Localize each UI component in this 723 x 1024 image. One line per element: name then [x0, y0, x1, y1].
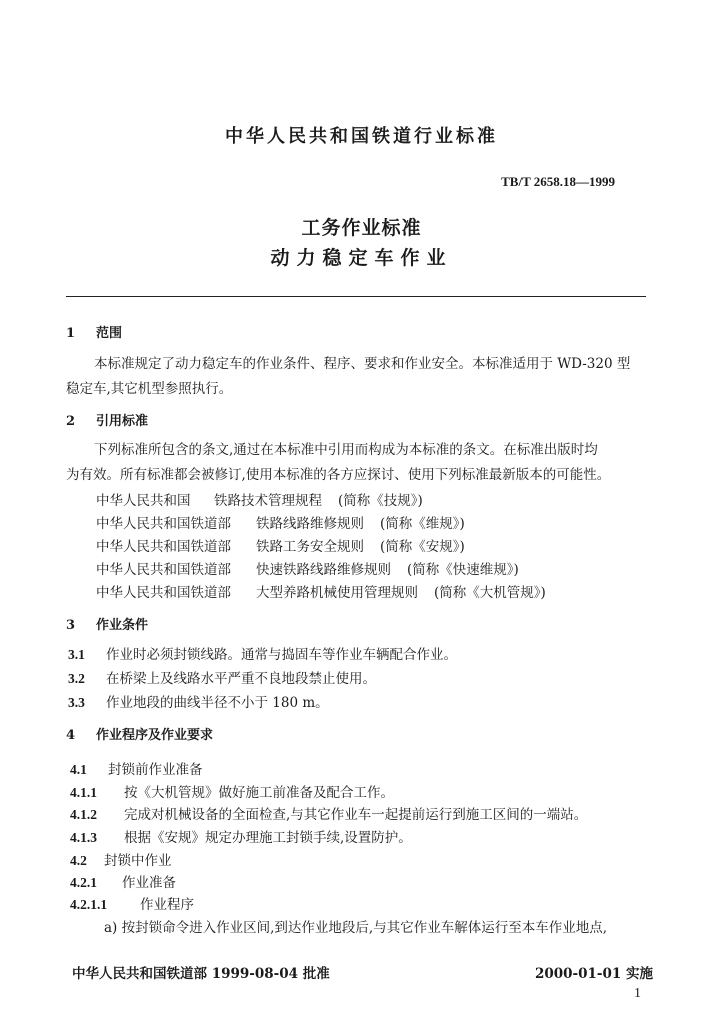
- document-title: 工务作业标准: [301, 217, 422, 239]
- clause-item: 4.2.1 作业准备: [70, 875, 176, 891]
- section-heading-4: 4 作业程序及作业要求: [66, 728, 214, 743]
- reference-item: 中华人民共和国铁道部 铁路线路维修规则 (简称《维规》): [96, 516, 465, 532]
- reference-item: 中华人民共和国 铁路技术管理规程 (简称《技规》): [96, 493, 423, 509]
- standard-number: TB/T 2658.18—1999: [501, 174, 615, 189]
- clause-item: 4.1.1 按《大机管规》做好施工前准备及配合工作。: [70, 785, 394, 801]
- clause-item: 4.1.3 根据《安规》规定办理施工封锁手续,设置防护。: [70, 830, 412, 846]
- section-heading-3: 3 作业条件: [66, 618, 149, 633]
- reference-item: 中华人民共和国铁道部 铁路工务安全规则 (简称《安规》): [96, 539, 465, 555]
- section-heading-2: 2 引用标准: [66, 414, 149, 429]
- page-number: 1: [634, 986, 641, 1001]
- reference-item: 中华人民共和国铁道部 快速铁路线路维修规则 (简称《快速维规》): [96, 562, 519, 578]
- paragraph-line: a) 按封锁命令进入作业区间,到达作业地段后,与其它作业车解体运行至本车作业地点,: [104, 920, 607, 936]
- paragraph-line: 本标准规定了动力稳定车的作业条件、程序、要求和作业安全。本标准适用于 WD-320 型: [94, 356, 631, 372]
- implementation-date: 2000-01-01 实施: [534, 966, 653, 982]
- clause-item: 4.2 封锁中作业: [70, 853, 172, 869]
- document-header: 中华人民共和国铁道行业标准: [225, 126, 498, 147]
- clause-item: 4.2.1.1 作业程序: [70, 897, 194, 913]
- clause-item: 4.1 封锁前作业准备: [70, 762, 203, 778]
- document-subtitle: 动力稳定车作业: [270, 247, 453, 269]
- clause-item: 3.1 作业时必须封锁线路。通常与捣固车等作业车辆配合作业。: [68, 647, 457, 663]
- paragraph-line: 稳定车,其它机型参照执行。: [66, 381, 233, 397]
- section-heading-1: 1 范围: [66, 326, 123, 341]
- clause-item: 4.1.2 完成对机械设备的全面检查,与其它作业车一起提前运行到施工区间的一端站。: [70, 807, 588, 823]
- approval-line: 中华人民共和国铁道部 1999-08-04 批准: [72, 966, 330, 982]
- reference-item: 中华人民共和国铁道部 大型养路机械使用管理规则 (简称《大机管规》): [96, 585, 546, 601]
- paragraph-line: 下列标准所包含的条文,通过在本标准中引用而构成为本标准的条文。在标准出版时均: [94, 442, 598, 458]
- clause-item: 3.3 作业地段的曲线半径不小于 180 m。: [68, 695, 329, 711]
- paragraph-line: 为有效。所有标准都会被修订,使用本标准的各方应探讨、使用下列标准最新版本的可能性。: [66, 467, 611, 483]
- clause-item: 3.2 在桥梁上及线路水平严重不良地段禁止使用。: [68, 671, 376, 687]
- header-divider: [66, 296, 646, 297]
